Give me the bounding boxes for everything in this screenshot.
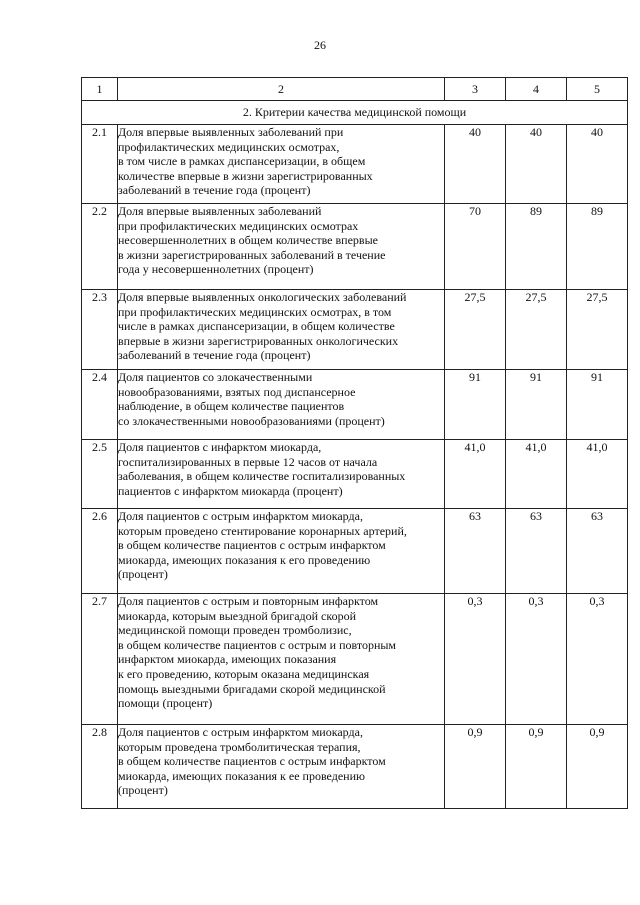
- row-value-col5: 63: [567, 509, 628, 594]
- row-value-col5: 27,5: [567, 290, 628, 370]
- row-description: Доля пациентов с острым инфарктом миокарда, которым проведена тромболитическая терапия, в общем количестве пациентов с острым инфарктом миокарда, имеющих показания к ее проведению (процент): [118, 725, 445, 809]
- table-row: [82, 204, 628, 290]
- row-description: Доля впервые выявленных заболеваний при профилактических медицинских осмотрах несовершеннолетних в общем количестве впервые в жизни зарегистрированных заболеваний в течение года у несовершеннолетних (процент): [118, 204, 445, 290]
- row-number: 2.1: [82, 125, 118, 204]
- row-value-col5: 91: [567, 370, 628, 440]
- column-number: 4: [506, 78, 567, 101]
- column-number: 2: [118, 78, 445, 101]
- row-value-col4: 0,9: [506, 725, 567, 809]
- table-row: [82, 440, 628, 509]
- row-value-col4: 0,3: [506, 594, 567, 725]
- row-value-col3: 91: [445, 370, 506, 440]
- row-value-col5: 0,3: [567, 594, 628, 725]
- table-row: [82, 370, 628, 440]
- row-value-col5: 89: [567, 204, 628, 290]
- row-value-col5: 41,0: [567, 440, 628, 509]
- row-value-col4: 27,5: [506, 290, 567, 370]
- row-value-col4: 63: [506, 509, 567, 594]
- column-number-row: [82, 78, 628, 101]
- table-row: [82, 594, 628, 725]
- table-row: [82, 509, 628, 594]
- column-number: 3: [445, 78, 506, 101]
- row-value-col5: 0,9: [567, 725, 628, 809]
- row-number: 2.7: [82, 594, 118, 725]
- section-heading-row: [82, 101, 628, 125]
- section-title: 2. Критерии качества медицинской помощи: [82, 101, 628, 125]
- row-value-col3: 0,9: [445, 725, 506, 809]
- row-description: Доля пациентов с инфарктом миокарда, госпитализированных в первые 12 часов от начала заболевания, в общем количестве госпитализированных пациентов с инфарктом миокарда (процент): [118, 440, 445, 509]
- row-number: 2.2: [82, 204, 118, 290]
- row-description: Доля пациентов с острым и повторным инфарктом миокарда, которым выездной бригадой скорой медицинской помощи проведен тромболизис, в общем количестве пациентов с острым и повторным инфарктом миокарда, имеющих показания к его проведению, которым оказана медицинская помощь выездными бригадами скорой медицинской помощи (процент): [118, 594, 445, 725]
- row-number: 2.8: [82, 725, 118, 809]
- row-value-col5: 40: [567, 125, 628, 204]
- row-value-col4: 91: [506, 370, 567, 440]
- row-value-col3: 63: [445, 509, 506, 594]
- row-number: 2.4: [82, 370, 118, 440]
- row-number: 2.3: [82, 290, 118, 370]
- table-row: [82, 290, 628, 370]
- row-value-col3: 70: [445, 204, 506, 290]
- row-value-col3: 0,3: [445, 594, 506, 725]
- row-number: 2.5: [82, 440, 118, 509]
- page-number: 26: [314, 38, 326, 52]
- row-value-col3: 41,0: [445, 440, 506, 509]
- row-description: Доля впервые выявленных онкологических заболеваний при профилактических медицинских осмотрах, в том числе в рамках диспансеризации, в общем количестве впервые в жизни зарегистрированных онкологических заболеваний в течение года (процент): [118, 290, 445, 370]
- row-value-col4: 40: [506, 125, 567, 204]
- row-value-col3: 40: [445, 125, 506, 204]
- row-value-col4: 41,0: [506, 440, 567, 509]
- row-value-col3: 27,5: [445, 290, 506, 370]
- row-description: Доля впервые выявленных заболеваний при профилактических медицинских осмотрах, в том числе в рамках диспансеризации, в общем количестве впервые в жизни зарегистрированных заболеваний в течение года (процент): [118, 125, 445, 204]
- row-description: Доля пациентов со злокачественными новообразованиями, взятых под диспансерное наблюдение, в общем количестве пациентов со злокачественными новообразованиями (процент): [118, 370, 445, 440]
- row-value-col4: 89: [506, 204, 567, 290]
- row-description: Доля пациентов с острым инфарктом миокарда, которым проведено стентирование коронарных артерий, в общем количестве пациентов с острым инфарктом миокарда, имеющих показания к его проведению (процент): [118, 509, 445, 594]
- column-number: 1: [82, 78, 118, 101]
- row-number: 2.6: [82, 509, 118, 594]
- table-row: [82, 725, 628, 809]
- table-row: [82, 125, 628, 204]
- column-number: 5: [567, 78, 628, 101]
- criteria-table: [81, 77, 628, 809]
